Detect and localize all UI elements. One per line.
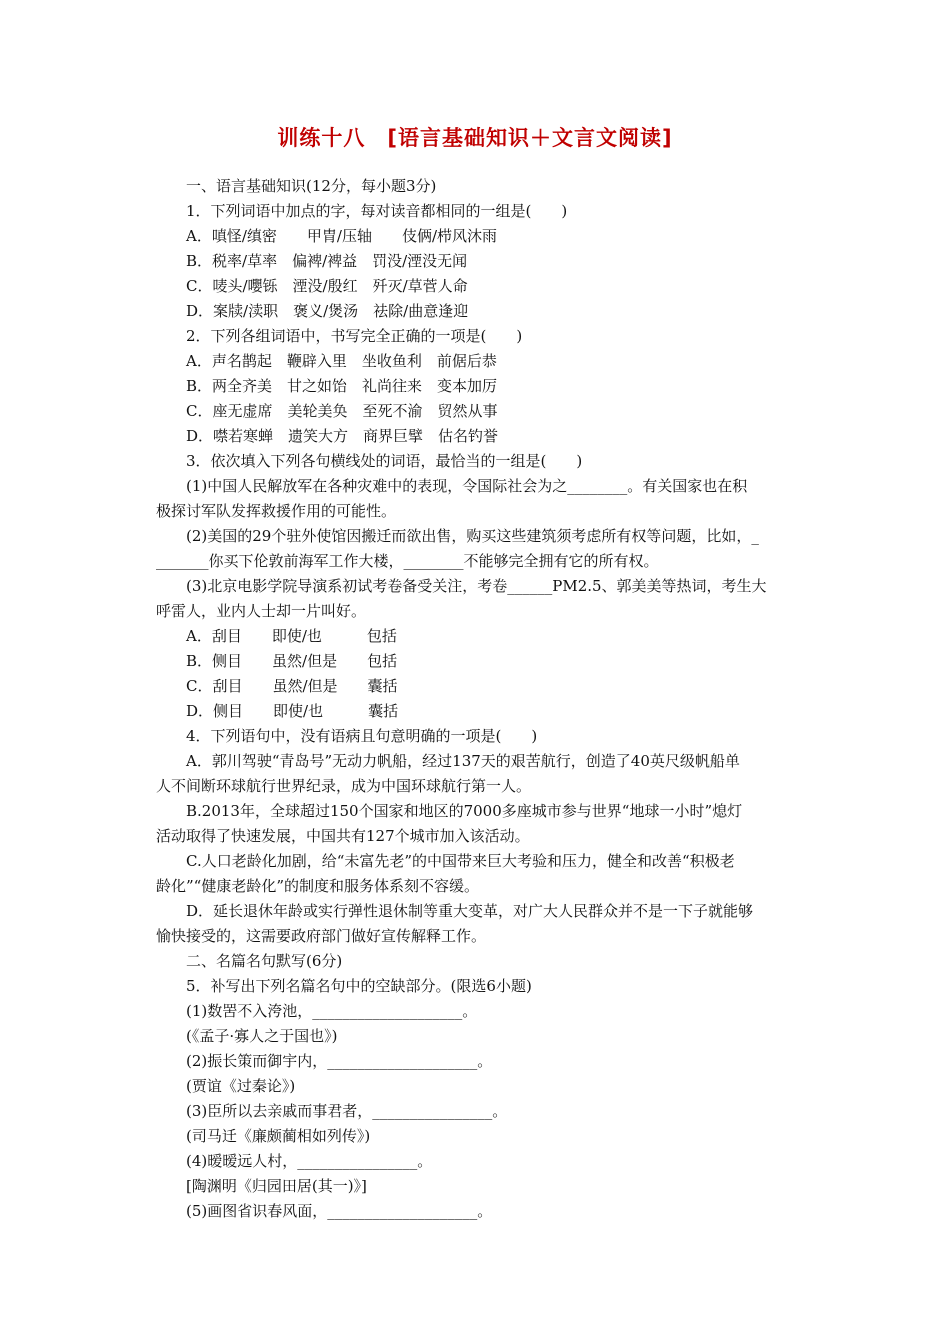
question-3-sentence-3-cont: 呼雷人，业内人士却一片叫好。 <box>156 602 367 620</box>
question-5-source-1: (《孟子·寡人之于国也》) <box>186 1027 338 1045</box>
question-3-sentence-1-cont: 极探讨军队发挥救援作用的可能性。 <box>156 502 397 520</box>
question-3-sentence-1: (1)中国人民解放军在各种灾难中的表现，令国际社会为之________。有关国家也在积 <box>186 477 748 495</box>
question-2-option-c: C．座无虚席 美轮美奂 至死不渝 贸然从事 <box>186 402 498 420</box>
question-4-option-c: C.人口老龄化加剧，给“未富先老”的中国带来巨大考验和压力，健全和改善“积极老 <box>186 852 735 870</box>
question-3-option-c: C．刮目 虽然/但是 囊括 <box>186 677 398 695</box>
question-4-option-b-cont: 活动取得了快速发展，中国共有127个城市加入该活动。 <box>156 827 530 845</box>
question-5-source-3: (司马迁《廉颇蔺相如列传》) <box>186 1127 371 1145</box>
question-1-option-d: D．案牍/渎职 褒义/煲汤 祛除/曲意逢迎 <box>186 302 469 320</box>
question-4-option-a-cont: 人不间断环球航行世界纪录，成为中国环球航行第一人。 <box>156 777 532 795</box>
question-2-stem: 2．下列各组词语中，书写完全正确的一项是( ) <box>186 327 523 345</box>
question-5-item-1: (1)数罟不入洿池，____________________。 <box>186 1002 478 1020</box>
question-4-option-d-cont: 愉快接受的，这需要政府部门做好宣传解释工作。 <box>156 927 487 945</box>
question-5-item-3: (3)臣所以去亲戚而事君者，________________。 <box>186 1102 508 1120</box>
question-3-option-d: D．侧目 即使/也 囊括 <box>186 702 399 720</box>
question-3-stem: 3．依次填入下列各句横线处的词语，最恰当的一组是( ) <box>186 452 583 470</box>
question-5-item-2: (2)振长策而御宇内，____________________。 <box>186 1052 493 1070</box>
question-4-stem: 4．下列语句中，没有语病且句意明确的一项是( ) <box>186 727 538 745</box>
question-5-source-4: [陶渊明《归园田居(其一)》] <box>186 1177 367 1195</box>
question-4-option-d: D．延长退休年龄或实行弹性退休制等重大变革，对广大人民群众并不是一下子就能够 <box>186 902 754 920</box>
section-heading-2: 二、名篇名句默写(6分) <box>186 952 343 970</box>
question-1-option-c: C．唛头/嚶铄 湮没/殷红 歼灭/草菅人命 <box>186 277 468 295</box>
question-1-option-a: A．嗔怪/缜密 甲胄/压轴 伎俩/栉风沐雨 <box>186 227 497 245</box>
document-body <box>156 174 806 1224</box>
question-5-item-5: (5)画图省识春风面，____________________。 <box>186 1202 493 1220</box>
question-1-option-b: B．税率/草率 偏裨/裨益 罚没/湮没无闻 <box>186 252 468 270</box>
question-2-option-a: A．声名鹊起 鞭辟入里 坐收鱼利 前倨后恭 <box>186 352 497 370</box>
page-title: 训练十八 [语言基础知识＋文言文阅读] <box>277 126 673 150</box>
question-5-source-2: (贾谊《过秦论》) <box>186 1077 296 1095</box>
question-2-option-d: D．噤若寒蝉 遗笑大方 商界巨擘 估名钓誉 <box>186 427 499 445</box>
question-4-option-a: A．郭川驾驶“青岛号”无动力帆船，经过137天的艰苦航行，创造了40英尺级帆船单 <box>186 752 740 770</box>
question-3-sentence-3: (3)北京电影学院导演系初试考卷备受关注，考卷______PM2.5、郭美美等热词，考生大 <box>186 577 767 595</box>
question-4-option-c-cont: 龄化”“健康老龄化”的制度和服务体系刻不容缓。 <box>156 877 480 895</box>
question-3-sentence-2-cont: _______你买下伦敦前海军工作大楼，________不能够完全拥有它的所有权。 <box>156 552 659 570</box>
question-5-stem: 5．补写出下列名篇名句中的空缺部分。(限选6小题) <box>186 977 532 995</box>
question-3-sentence-2: (2)美国的29个驻外使馆因搬迁而欲出售，购买这些建筑须考虑所有权等问题，比如，_ <box>186 527 759 545</box>
section-heading-1: 一、语言基础知识(12分，每小题3分) <box>186 177 437 195</box>
question-3-option-b: B．侧目 虽然/但是 包括 <box>186 652 398 670</box>
question-5-item-4: (4)暧暧远人村，________________。 <box>186 1152 433 1170</box>
question-2-option-b: B．两全齐美 甘之如饴 礼尚往来 变本加厉 <box>186 377 498 395</box>
question-1-stem: 1．下列词语中加点的字，每对读音都相同的一组是( ) <box>186 202 568 220</box>
question-4-option-b: B.2013年，全球超过150个国家和地区的7000多座城市参与世界“地球一小时”熄灯 <box>186 802 743 820</box>
question-3-option-a: A．刮目 即使/也 包括 <box>186 627 397 645</box>
